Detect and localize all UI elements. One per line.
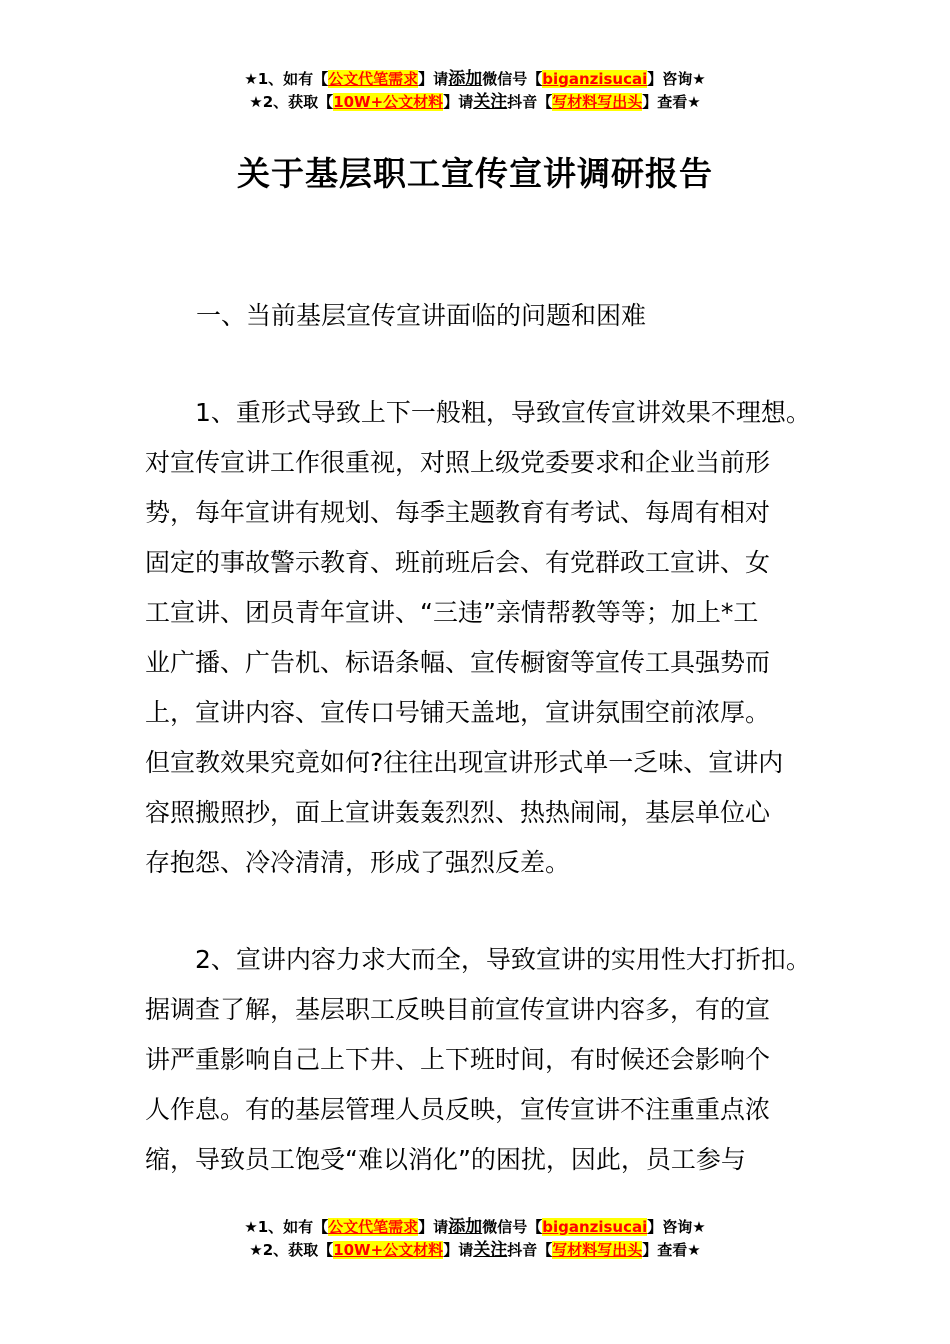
- paragraph-1: [145, 388, 825, 888]
- promo-line-1: [0, 68, 950, 91]
- promo-text: 微信号【: [482, 1218, 543, 1236]
- promo-wechat-id: biganzisucai: [542, 1218, 648, 1236]
- promo-emphasis: 添加: [448, 69, 483, 89]
- paragraph-line: 势，每年宣讲有规划、每季主题教育有考试、每周有相对: [145, 498, 771, 527]
- section-heading: 一、当前基层宣传宣讲面临的问题和困难: [196, 301, 647, 330]
- paragraph-line: 对宣传宣讲工作很重视，对照上级党委要求和企业当前形: [145, 448, 771, 477]
- promo-text: ★1、如有【: [244, 1218, 329, 1236]
- paragraph-line: 上，宣讲内容、宣传口号铺天盖地，宣讲氛围空前浓厚。: [145, 698, 771, 727]
- promo-text: 】查看★: [642, 1241, 701, 1259]
- paragraph-line: 缩，导致员工饱受“难以消化”的困扰，因此，员工参与: [145, 1145, 746, 1174]
- promo-emphasis: 关注: [473, 1240, 508, 1260]
- promo-text: 】请: [418, 1218, 449, 1236]
- promo-highlight: 公文代笔需求: [328, 70, 419, 88]
- paragraph-2: [145, 935, 825, 1185]
- promo-douyin-name: 写材料写出头: [552, 1241, 643, 1259]
- promo-line-2: [0, 91, 950, 114]
- paragraph-line: 1、重形式导致上下一般粗，导致宣传宣讲效果不理想。: [195, 398, 811, 427]
- paragraph-line: 工宣讲、团员青年宣讲、“三违”亲情帮教等等；加上*工: [145, 598, 759, 627]
- paragraph-line: 存抱怨、冷冷清清，形成了强烈反差。: [145, 848, 571, 877]
- promo-text: 抖音【: [507, 1241, 553, 1259]
- promo-line-2: [0, 1239, 950, 1262]
- promo-highlight: 10W+公文材料: [333, 1241, 444, 1259]
- promo-text: 】请: [443, 1241, 474, 1259]
- promo-text: 】查看★: [642, 93, 701, 111]
- promo-text: ★1、如有【: [244, 70, 329, 88]
- paragraph-line: 但宣教效果究竟如何?往往出现宣讲形式单一乏味、宣讲内: [145, 748, 784, 777]
- promo-text: 微信号【: [482, 70, 543, 88]
- paragraph-line: 人作息。有的基层管理人员反映，宣传宣讲不注重重点浓: [145, 1095, 771, 1124]
- paragraph-line: 2、宣讲内容力求大而全，导致宣讲的实用性大打折扣。: [195, 945, 811, 974]
- promo-text: 】请: [443, 93, 474, 111]
- promo-emphasis: 关注: [473, 92, 508, 112]
- promo-emphasis: 添加: [448, 1217, 483, 1237]
- promo-text: 】请: [418, 70, 449, 88]
- top-promo-banner: [0, 68, 950, 114]
- promo-douyin-name: 写材料写出头: [552, 93, 643, 111]
- promo-line-1: [0, 1216, 950, 1239]
- promo-text: 】咨询★: [647, 70, 706, 88]
- paragraph-line: 讲严重影响自己上下井、上下班时间，有时候还会影响个: [145, 1045, 771, 1074]
- paragraph-line: 业广播、广告机、标语条幅、宣传橱窗等宣传工具强势而: [145, 648, 771, 677]
- document-title: 关于基层职工宣传宣讲调研报告: [237, 154, 713, 193]
- promo-text: 】咨询★: [647, 1218, 706, 1236]
- promo-wechat-id: biganzisucai: [542, 70, 648, 88]
- promo-highlight: 10W+公文材料: [333, 93, 444, 111]
- paragraph-line: 据调查了解，基层职工反映目前宣传宣讲内容多，有的宣: [145, 995, 771, 1024]
- promo-highlight: 公文代笔需求: [328, 1218, 419, 1236]
- promo-text: ★2、获取【: [249, 1241, 334, 1259]
- paragraph-line: 容照搬照抄，面上宣讲轰轰烈烈、热热闹闹，基层单位心: [145, 798, 771, 827]
- promo-text: ★2、获取【: [249, 93, 334, 111]
- promo-text: 抖音【: [507, 93, 553, 111]
- bottom-promo-banner: [0, 1216, 950, 1262]
- paragraph-line: 固定的事故警示教育、班前班后会、有党群政工宣讲、女: [145, 548, 771, 577]
